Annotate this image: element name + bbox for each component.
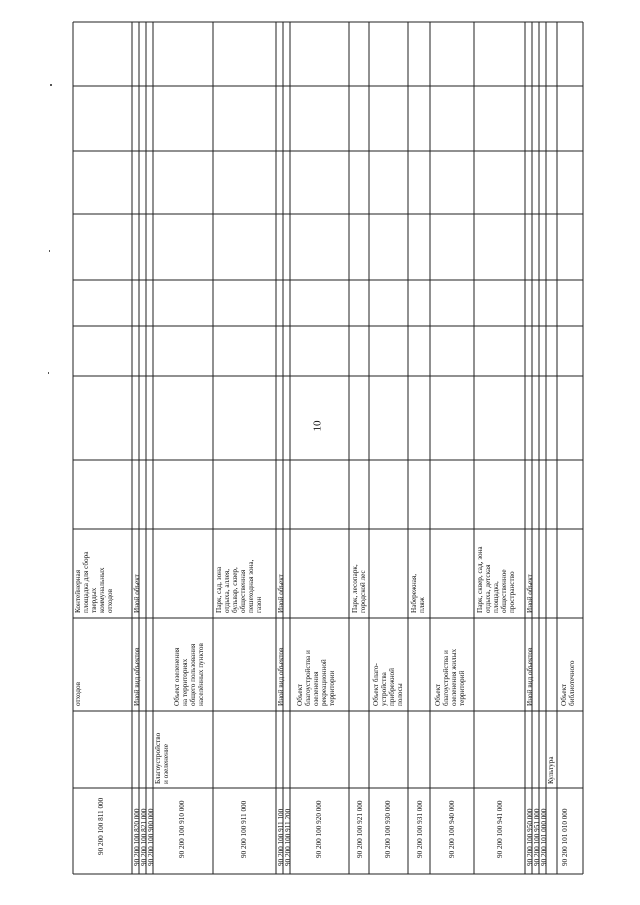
- row-code: 90 200 100 950 000: [526, 808, 534, 866]
- object-kind: Иной объект: [277, 574, 285, 613]
- row-code: 90 200 100 951 000: [533, 808, 541, 866]
- row-code: 90 200 100 921 000: [356, 800, 364, 858]
- row-code: 90 200 101 000 000: [540, 808, 548, 866]
- object-type: Иной вид объектов: [526, 647, 534, 706]
- object-type: Иной вид объектов: [133, 647, 141, 706]
- object-type: Объект благоустройства и озеленения рекреационной территории: [296, 650, 337, 706]
- row-code: 90 200 100 911 000: [240, 800, 248, 858]
- object-type: Объект библиотечного: [560, 660, 577, 706]
- object-type: Объект благо- устройства прибрежной полосы: [372, 663, 405, 706]
- row-code: 90 200 100 911 100: [277, 808, 285, 866]
- object-kind: Иной объект: [526, 574, 534, 613]
- row-code: 90 200 100 820 000: [133, 808, 141, 866]
- row-code: 90 200 100 940 000: [448, 800, 456, 858]
- object-type: Иной вид объектов: [277, 647, 285, 706]
- object-kind: Иной объект: [133, 574, 141, 613]
- object-kind: Набережная, пляж: [410, 573, 427, 613]
- row-code: 90 200 100 911 200: [284, 808, 292, 866]
- page-number: 10: [311, 420, 324, 432]
- row-code: 90 200 100 931 000: [416, 800, 424, 858]
- object-type: отходов: [74, 682, 82, 706]
- object-kind: Парк, лесопарк, городской лес: [351, 564, 368, 613]
- row-code: 90 200 100 900 000: [147, 808, 155, 866]
- object-type: Объект благоустройства и озеленения жилых территорий: [434, 648, 467, 706]
- object-kind: Парк, сквер, сад, зона отдыха, детская площадка, общественное пространство: [476, 546, 517, 613]
- object-type: Объект озеленения на территориях общего пользования населённых пунктов: [173, 643, 206, 706]
- row-code: 90 200 100 910 000: [178, 800, 186, 858]
- row-code: 90 200 100 941 000: [496, 800, 504, 858]
- row-code: 90 200 100 920 000: [315, 800, 323, 858]
- section-label: Культура: [547, 756, 555, 784]
- row-code: 90 200 101 010 000: [561, 808, 569, 866]
- object-kind: Контейнерная площадка для сбора твердых коммунальных отходов: [74, 551, 115, 613]
- row-code: 90 200 100 930 000: [384, 800, 392, 858]
- row-code: 90 200 100 811 000: [97, 797, 105, 855]
- section-label: Благоустройство и озеленение: [154, 732, 171, 784]
- object-kind: Парк, сад, зона отдыха, аллея, бульвар, сквер, общественная пешеходная зона, газон: [215, 559, 264, 613]
- row-code: 90 200 100 821 000: [140, 808, 148, 866]
